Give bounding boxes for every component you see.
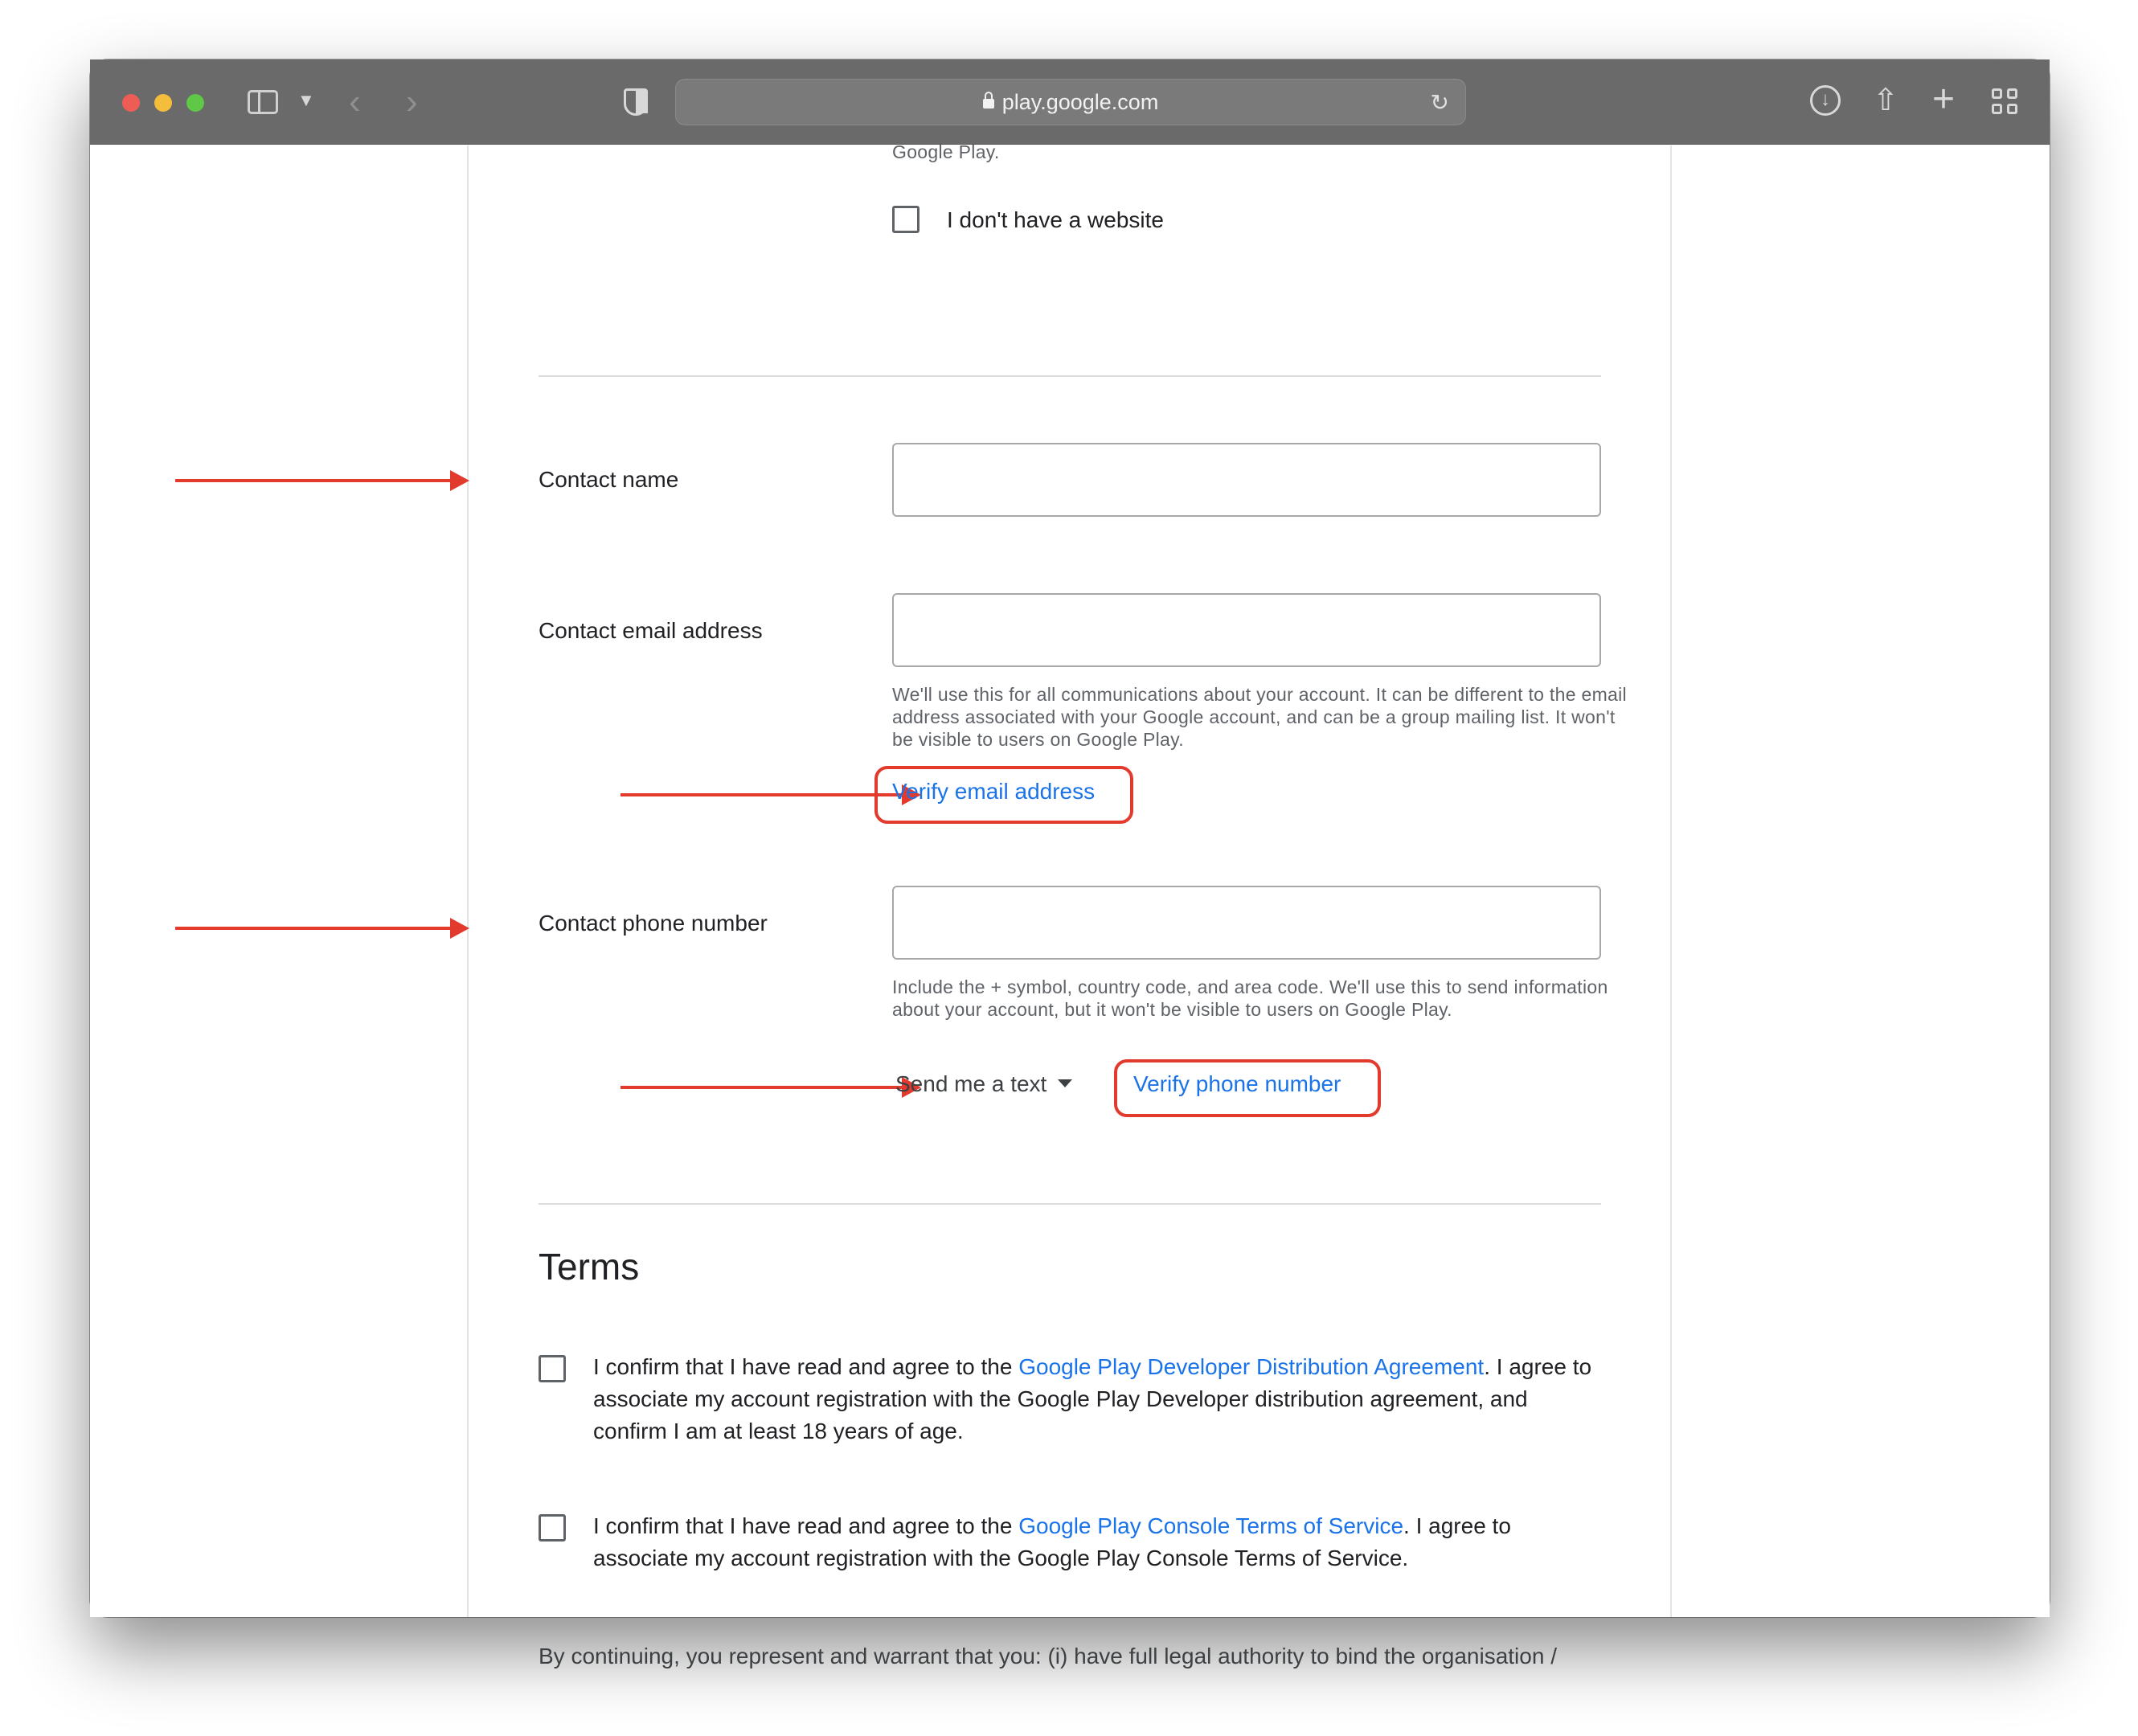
browser-toolbar xyxy=(90,59,2050,145)
no-website-label: I don't have a website xyxy=(947,207,1164,232)
annotation-arrow xyxy=(621,793,918,796)
terms-text-part: . I agree to associate my account registration with the Google Play Console Terms of Service. xyxy=(593,1513,1511,1570)
sidebar-toggle-icon[interactable] xyxy=(248,90,278,114)
page-content xyxy=(90,141,2050,1668)
contact-phone-help: Include the + symbol, country code, and area code. We'll use this to send information about your account, but it won't be visible to users on Google Play. xyxy=(892,976,1608,1020)
url-text: play.google.com xyxy=(1001,90,1159,114)
annotation-arrow xyxy=(175,927,466,930)
terms-text-part: . I agree to associate my account registration with the Google Play Developer distribution agreement, and confirm I am at least 18 years of age. xyxy=(593,1354,1592,1443)
annotation-arrow xyxy=(175,479,466,482)
contact-name-label: Contact name xyxy=(539,467,679,492)
continuing-statement: By continuing, you represent and warrant that you: (i) have full legal authority to bind the organisation / xyxy=(539,1644,1557,1668)
contact-phone-input[interactable] xyxy=(892,886,1601,960)
content-left-border xyxy=(467,145,469,1617)
no-website-checkbox[interactable] xyxy=(892,206,920,233)
lock-icon xyxy=(983,99,994,108)
share-icon[interactable]: ⇧ xyxy=(1873,84,1898,117)
section-divider xyxy=(539,375,1601,377)
distribution-agreement-checkbox[interactable] xyxy=(539,1355,566,1382)
console-terms-checkbox[interactable] xyxy=(539,1514,566,1542)
terms-text-part: I confirm that I have read and agree to the xyxy=(593,1354,1019,1379)
contact-email-label: Contact email address xyxy=(539,618,763,643)
send-method-value: Send me a text xyxy=(895,1071,1047,1096)
forward-arrow-icon[interactable]: › xyxy=(406,82,418,121)
contact-email-input[interactable] xyxy=(892,593,1601,667)
download-icon[interactable]: ↓ xyxy=(1810,85,1841,116)
address-bar[interactable] xyxy=(675,79,1466,125)
dropdown-caret-icon xyxy=(1058,1079,1072,1087)
terms-heading: Terms xyxy=(539,1246,640,1288)
console-terms-link[interactable]: Google Play Console Terms of Service xyxy=(1018,1513,1404,1538)
browser-window xyxy=(90,59,2050,1668)
annotation-arrow xyxy=(621,1086,918,1089)
chevron-down-icon[interactable]: ▼ xyxy=(297,90,315,110)
tab-overview-icon[interactable] xyxy=(1992,88,2019,116)
website-help-text: Google Play. xyxy=(892,141,1000,162)
close-window-button[interactable] xyxy=(122,94,140,112)
url-display xyxy=(676,90,1465,115)
privacy-shield-icon[interactable] xyxy=(624,88,648,116)
reload-icon[interactable]: ↻ xyxy=(1430,90,1449,115)
maximize-window-button[interactable] xyxy=(186,94,204,112)
distribution-agreement-text xyxy=(593,1351,1598,1447)
terms-text-part: I confirm that I have read and agree to the xyxy=(593,1513,1019,1538)
new-tab-icon[interactable]: + xyxy=(1932,78,1956,121)
contact-email-help: We'll use this for all communications about your account. It can be different to the email address associated with your Google account, and can be a group mailing list. It won't be visible to users on Google Play. xyxy=(892,684,1627,750)
minimize-window-button[interactable] xyxy=(154,94,172,112)
back-arrow-icon[interactable]: ‹ xyxy=(349,82,361,121)
console-terms-text xyxy=(593,1510,1598,1574)
send-method-dropdown[interactable] xyxy=(895,1071,1072,1097)
contact-phone-label: Contact phone number xyxy=(539,911,768,936)
contact-name-input[interactable] xyxy=(892,443,1601,517)
distribution-agreement-link[interactable]: Google Play Developer Distribution Agreement xyxy=(1018,1354,1485,1379)
verify-email-button[interactable]: Verify email address xyxy=(892,779,1096,804)
content-right-border xyxy=(1670,145,1672,1617)
verify-phone-button[interactable]: Verify phone number xyxy=(1133,1071,1341,1096)
section-divider xyxy=(539,1203,1601,1205)
